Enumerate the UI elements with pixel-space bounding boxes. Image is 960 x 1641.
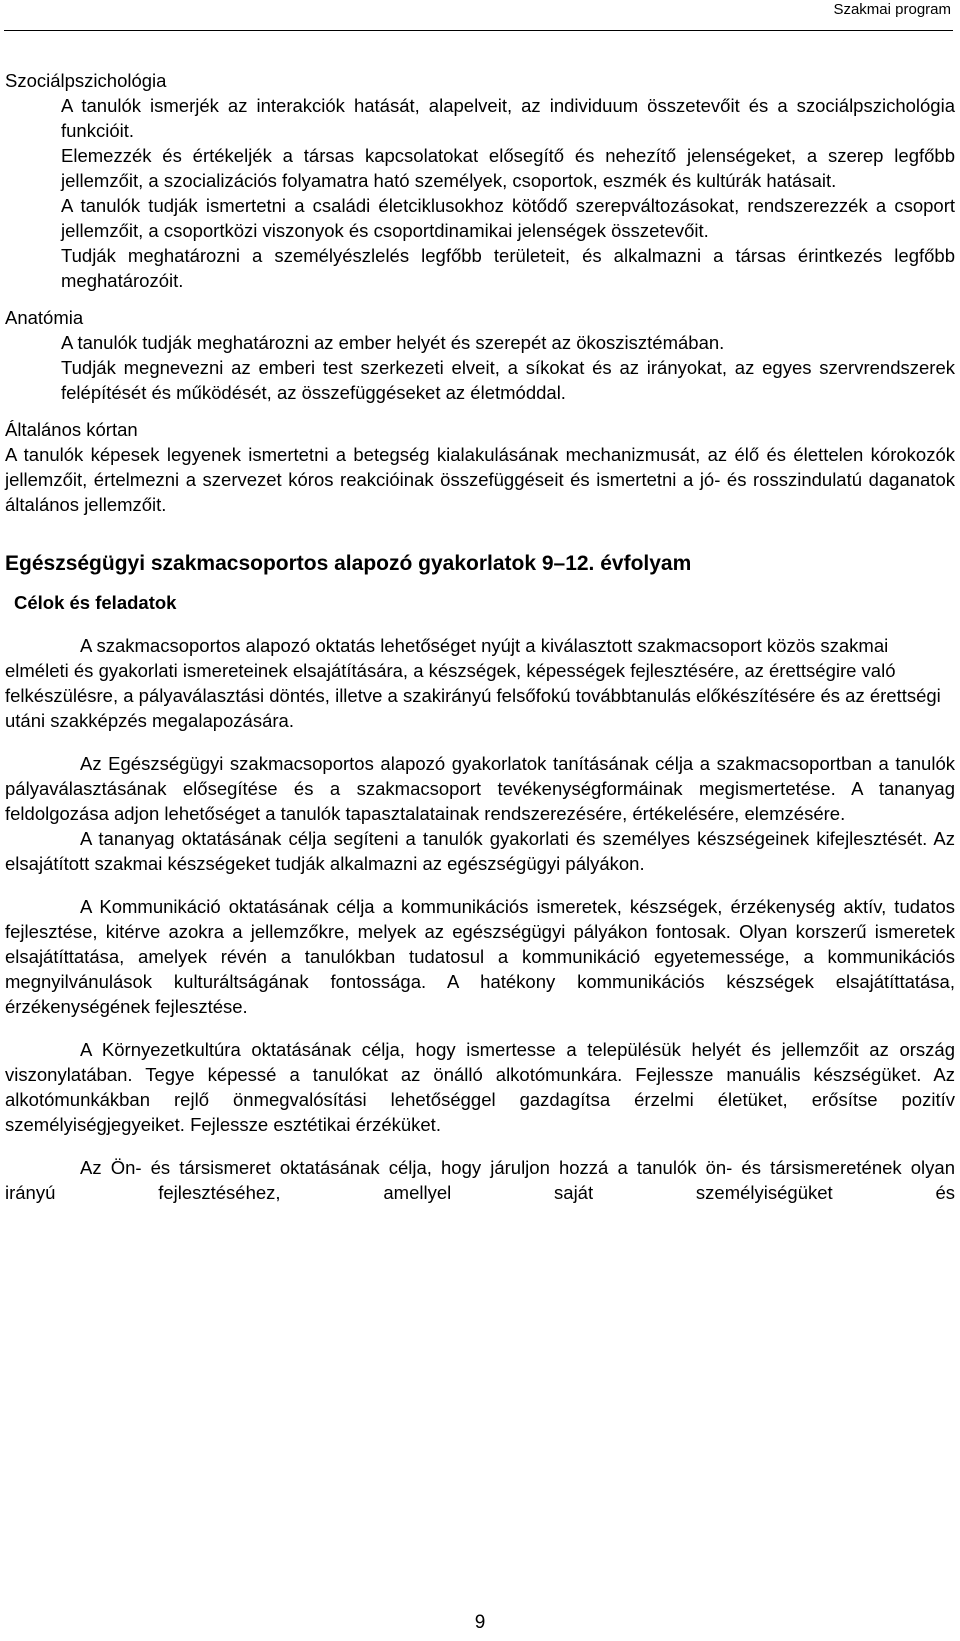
section-title-anatomia: Anatómia: [5, 307, 84, 328]
page-number: 9: [474, 1612, 486, 1633]
paragraph: A tanulók ismerjék az interakciók hatását, alapelveit, az individuum összetevőit és a szociálpszichológia funkcióit.: [61, 95, 955, 141]
paragraph: A tanulók tudják meghatározni az ember helyét és szerepét az ökoszisztémában.: [61, 332, 725, 353]
paragraph: A tanulók képesek legyenek ismertetni a betegség kialakulásának mechanizmusát, az élő és élettelen kórokozók jellemzőit, értelmezni a szervezet kóros reakcióinak összefüggéseit és ismertetni a jó- és rosszindulatú daganatok általános jellemzőit.: [5, 444, 955, 515]
paragraph: A Kommunikáció oktatásának célja a kommunikációs ismeretek, készségek, érzékenység aktív, tudatos fejlesztése, kitérve azokra a jellemzőkre, melyek az egészségügyi pályákon fontosak. Olyan korszerű ismeretek elsajátíttatása, amelyek révén a tanulókban tudatosul a kommunikáció egyetemessége, a kommunikációs megnyilvánulások kulturáltságának fontossága. A hatékony kommunikációs készségek elsajátíttatása, érzékenységének fejlesztése.: [5, 896, 955, 1017]
section-body-anatomia: [61, 330, 955, 405]
section-title-kortan: Általános kórtan: [5, 419, 138, 440]
paragraph: A tananyag oktatásának célja segíteni a tanulók gyakorlati és személyes készségeinek kifejlesztését. Az elsajátított szakmai készségeket tudják alkalmazni az egészségügyi pályákon.: [5, 828, 955, 874]
paragraph: Elemezzék és értékeljék a társas kapcsolatokat elősegítő és nehezítő jelenségeket, a szerep legfőbb jellemzőit, a szocializációs folyamatra ható személyek, csoportok, eszmék és kultúrák hatásait.: [61, 145, 955, 191]
paragraph: Az Egészségügyi szakmacsoportos alapozó gyakorlatok tanításának célja a szakmacsoportban a tanulók pályaválasztásának elősegítése és a szakmacsoport tevékenységformáinak megismertetése. A tananyag feldolgozása adjon lehetőséget a tanulók tapasztalatainak rendszerezésére, értékelésére, elemzésére.: [5, 753, 955, 824]
document-body: [5, 68, 955, 1205]
header-title: Szakmai program: [833, 1, 951, 18]
page-header: [4, 0, 953, 31]
section-body-szocialpszichologia: [61, 93, 955, 293]
main-heading: Egészségügyi szakmacsoportos alapozó gyakorlatok 9–12. évfolyam: [5, 552, 692, 575]
paragraph: Az Ön- és társismeret oktatásának célja, hogy járuljon hozzá a tanulók ön- és társismeretének olyan irányú fejlesztéséhez, amellyel saját személyiségüket és: [5, 1157, 955, 1203]
paragraph: Tudják megnevezni az emberi test szerkezeti elveit, a síkokat és az irányokat, az egyes szervrendszerek felépítését és működését, az összefüggéseket az életmóddal.: [61, 357, 955, 403]
sub-heading: Célok és feladatok: [14, 592, 177, 613]
paragraph: Tudják meghatározni a személyészlelés legfőbb területeit, és alkalmazni a társas érintkezés legfőbb meghatározóit.: [61, 245, 955, 291]
paragraph: A szakmacsoportos alapozó oktatás lehetőséget nyújt a kiválasztott szakmacsoport közös szakmai elméleti és gyakorlati ismereteinek elsajátítására, a készségek, képességek fejlesztésére, az érettségire való felkészülésre, a pályaválasztási döntés, illetve a szakirányú felsőfokú továbbtanulás előkészítésére és az érettségi utáni szakképzés megalapozására.: [5, 635, 941, 731]
paragraph: A Környezetkultúra oktatásának célja, hogy ismertesse a településük helyét és jellemzőit az ország viszonylatában. Tegye képessé a tanulókat az önálló alkotómunkára. Fejlessze manuális készségüket. Az alkotómunkákban rejlő önmegvalósítási lehetőséggel gazdagítsa érzelmi életüket, erősítse pozitív személyiségjegyeiket. Fejlessze esztétikai érzéküket.: [5, 1039, 955, 1135]
section-title-szocialpszichologia: Szociálpszichológia: [5, 70, 167, 91]
paragraph: A tanulók tudják ismertetni a családi életciklusokhoz kötődő szerepváltozásokat, rendszerezzék a csoport jellemzőit, a csoportközi viszonyok és csoportdinamikai jelenségek összetevőit.: [61, 195, 955, 241]
